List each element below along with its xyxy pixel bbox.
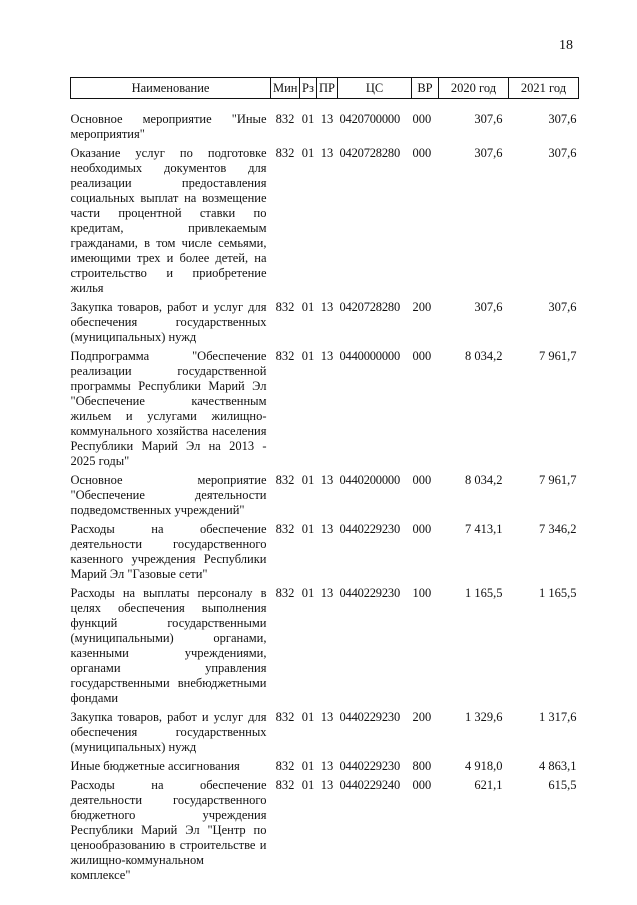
- cell-pr: 13: [320, 586, 334, 600]
- cell-cs: 0440200000: [339, 473, 401, 487]
- cell-min: 832: [275, 778, 295, 792]
- cell-pr: 13: [320, 778, 334, 792]
- cell-pr: 13: [320, 473, 334, 487]
- cell-rz: 01: [301, 778, 315, 792]
- cell-pr: 13: [320, 349, 334, 363]
- cell-name: Закупка товаров, работ и услуг для обеспечения государственных (муниципальных) нужд: [70, 300, 267, 344]
- cell-2020: 7 413,1: [465, 522, 503, 536]
- cell-min: 832: [275, 300, 295, 314]
- cell-min: 832: [275, 146, 295, 160]
- cell-min: 832: [275, 710, 295, 724]
- table-body: [71, 99, 579, 888]
- cell-pr: 13: [320, 710, 334, 724]
- cell-min: 832: [275, 349, 295, 363]
- cell-2021: 307,6: [548, 300, 577, 314]
- cell-pr: 13: [320, 522, 334, 536]
- cell-2020: 8 034,2: [465, 473, 503, 487]
- cell-vr: 000: [412, 473, 432, 487]
- cell-rz: 01: [301, 586, 315, 600]
- cell-2020: 1 165,5: [465, 586, 503, 600]
- cell-name: Подпрограмма "Обеспечение реализации государственной программы Республики Марий Эл "Обеспечение качественным жильем и услугами жилищно-коммунального хозяйства населения Республики Марий Эл на 2013 - 2025 годы": [70, 349, 267, 468]
- cell-vr: 000: [412, 349, 432, 363]
- cell-2020: 307,6: [474, 300, 503, 314]
- cell-cs: 0440229240: [339, 778, 401, 792]
- header-name: Наименование: [71, 78, 271, 99]
- budget-table: [70, 77, 579, 887]
- cell-vr: 100: [412, 586, 432, 600]
- cell-2020: 307,6: [474, 112, 503, 126]
- header-2020: 2020 год: [439, 78, 509, 99]
- header-pr: ПР: [317, 78, 338, 99]
- cell-name: Иные бюджетные ассигнования: [70, 759, 240, 773]
- cell-min: 832: [275, 473, 295, 487]
- cell-vr: 000: [412, 778, 432, 792]
- cell-cs: 0440229230: [339, 586, 401, 600]
- header-cs: ЦС: [338, 78, 412, 99]
- cell-2020: 1 329,6: [465, 710, 503, 724]
- budget-table-container: [70, 77, 578, 887]
- header-vr: ВР: [412, 78, 439, 99]
- cell-rz: 01: [301, 146, 315, 160]
- cell-min: 832: [275, 586, 295, 600]
- cell-cs: 0440229230: [339, 710, 401, 724]
- cell-name: Расходы на обеспечение деятельности государственного бюджетного учреждения Республики Марий Эл "Центр по ценообразованию в строительстве и жилищно-коммунальном комплексе": [70, 778, 267, 882]
- cell-min: 832: [275, 112, 295, 126]
- table-row: [71, 759, 579, 778]
- cell-vr: 000: [412, 146, 432, 160]
- cell-pr: 13: [320, 759, 334, 773]
- table-row: [71, 349, 579, 473]
- cell-2021: 1 165,5: [539, 586, 577, 600]
- cell-pr: 13: [320, 112, 334, 126]
- cell-2020: 307,6: [474, 146, 503, 160]
- cell-rz: 01: [301, 112, 315, 126]
- cell-rz: 01: [301, 349, 315, 363]
- cell-2021: 7 961,7: [539, 473, 577, 487]
- cell-2020: 8 034,2: [465, 349, 503, 363]
- header-min: Мин: [271, 78, 300, 99]
- table-row: [71, 473, 579, 522]
- header-rz: Рз: [300, 78, 317, 99]
- cell-rz: 01: [301, 710, 315, 724]
- cell-vr: 200: [412, 710, 432, 724]
- cell-name: Закупка товаров, работ и услуг для обеспечения государственных (муниципальных) нужд: [70, 710, 267, 754]
- cell-cs: 0420700000: [339, 112, 401, 126]
- table-row: [71, 99, 579, 147]
- cell-vr: 200: [412, 300, 432, 314]
- cell-2021: 307,6: [548, 146, 577, 160]
- cell-name: Расходы на выплаты персоналу в целях обеспечения выполнения функций государственными (муниципальными) органами, казенными учреждениями, органами управления государственными внебюджетными фондами: [70, 586, 267, 705]
- cell-name: Оказание услуг по подготовке необходимых документов для реализации предоставления социальных выплат на возмещение части процентной ставки по кредитам, привлекаемым гражданами, в том числе семьями, имеющими трех и более детей, на строительство и приобретение жилья: [70, 146, 267, 295]
- cell-cs: 0440000000: [339, 349, 401, 363]
- cell-rz: 01: [301, 300, 315, 314]
- header-2021: 2021 год: [509, 78, 579, 99]
- cell-2021: 4 863,1: [539, 759, 577, 773]
- cell-rz: 01: [301, 759, 315, 773]
- table-row: [71, 300, 579, 349]
- cell-vr: 000: [412, 112, 432, 126]
- table-row: [71, 778, 579, 887]
- cell-2020: 621,1: [474, 778, 503, 792]
- cell-2021: 7 346,2: [539, 522, 577, 536]
- cell-cs: 0440229230: [339, 522, 401, 536]
- cell-rz: 01: [301, 473, 315, 487]
- cell-min: 832: [275, 522, 295, 536]
- cell-pr: 13: [320, 146, 334, 160]
- cell-cs: 0420728280: [339, 146, 401, 160]
- cell-2020: 4 918,0: [465, 759, 503, 773]
- table-row: [71, 710, 579, 759]
- cell-cs: 0440229230: [339, 759, 401, 773]
- cell-2021: 615,5: [548, 778, 577, 792]
- cell-name: Основное мероприятие "Обеспечение деятельности подведомственных учреждений": [70, 473, 267, 517]
- cell-rz: 01: [301, 522, 315, 536]
- table-row: [71, 586, 579, 710]
- table-row: [71, 522, 579, 586]
- cell-vr: 000: [412, 522, 432, 536]
- table-row: [71, 146, 579, 300]
- cell-vr: 800: [412, 759, 432, 773]
- cell-pr: 13: [320, 300, 334, 314]
- cell-2021: 1 317,6: [539, 710, 577, 724]
- page-number: 18: [559, 38, 573, 53]
- table-header: [71, 78, 579, 99]
- cell-2021: 7 961,7: [539, 349, 577, 363]
- cell-name: Основное мероприятие "Иные мероприятия": [70, 112, 267, 141]
- cell-2021: 307,6: [548, 112, 577, 126]
- cell-cs: 0420728280: [339, 300, 401, 314]
- cell-min: 832: [275, 759, 295, 773]
- cell-name: Расходы на обеспечение деятельности государственного казенного учреждения Республики Марий Эл "Газовые сети": [70, 522, 267, 581]
